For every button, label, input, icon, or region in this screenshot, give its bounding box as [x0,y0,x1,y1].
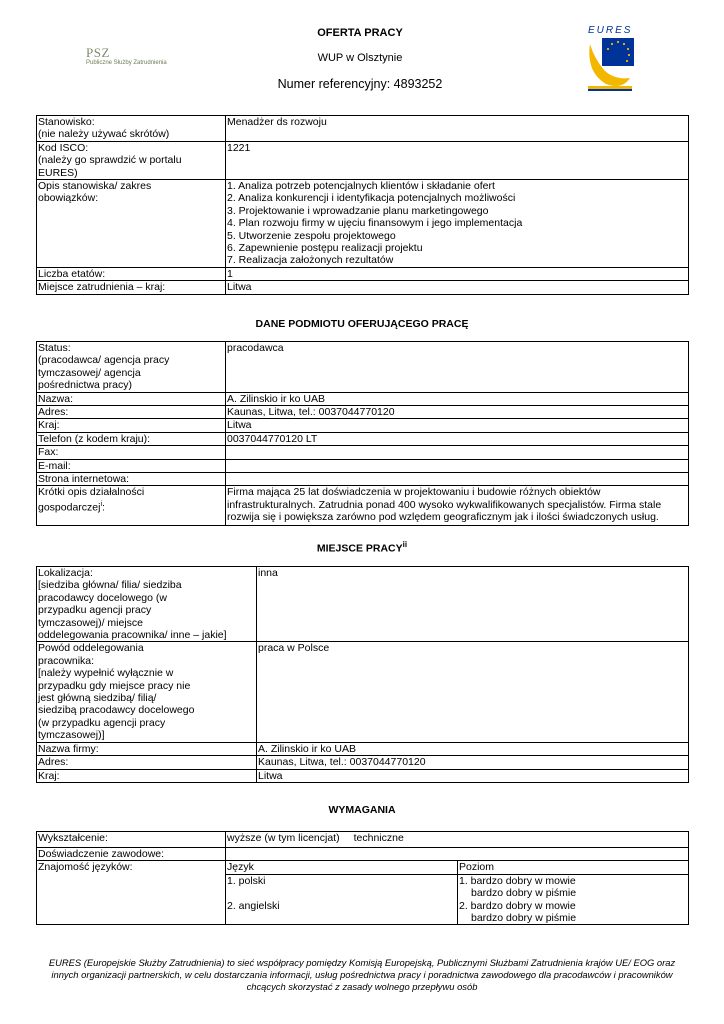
language-name: 1. polski [227,874,266,887]
workplace-section-title [36,540,688,555]
education-value [226,832,689,848]
secondment-reason-label: Powód oddelegowania pracownika: [należy wypełnić wyłącznie w przypadku gdy miejsce pracy nie jest główną siedzibą/ filią/ siedzibą pracodawcy docelowego (w przypadku agencji pracy tymczasowej)] [37,642,257,742]
workplace-address-value: Kaunas, Litwa, tel.: 0037044770120 [257,756,689,769]
table-row [37,446,689,459]
position-value: Menadżer ds rozwoju [226,116,689,142]
education-level: wyższe (w tym licencjat) [227,832,340,844]
workplace-country-value: Litwa [226,281,689,294]
email-value [226,459,689,472]
location-label: Lokalizacja: [siedziba główna/ filia/ siedziba pracodawcy docelowego (w przypadku agencji pracy tymczasowej)/ miejsce oddelegowania pracownika/ inne – jakie] [37,567,257,642]
fax-value [226,446,689,459]
table-row [37,406,689,419]
eures-logo-icon [578,22,638,94]
workplace-country-value: Litwa [257,769,689,782]
languages-list [226,874,458,925]
table-row [37,567,689,642]
education-label: Wykształcenie: [37,832,226,848]
email-label: E-mail: [37,459,226,472]
fax-label: Fax: [37,446,226,459]
country-label: Kraj: [37,419,226,432]
education-field: techniczne [353,832,404,844]
table-row [37,281,689,294]
address-value: Kaunas, Litwa, tel.: 0037044770120 [226,406,689,419]
secondment-reason-value: praca w Polsce [257,642,689,742]
requirements-table [36,831,689,925]
employer-table [36,341,689,526]
table-row [37,116,689,142]
workplace-table [36,566,689,783]
languages-label: Znajomość języków: [37,861,226,925]
offer-table [36,115,689,295]
language-column-header: Język [226,861,458,874]
table-row [37,459,689,472]
table-row [37,756,689,769]
website-label: Strona internetowa: [37,473,226,486]
language-level-writing: bardzo dobry w piśmie [471,887,577,900]
table-row [37,769,689,782]
psz-logo [86,46,196,70]
position-label: Stanowisko: (nie należy używać skrótów) [37,116,226,142]
experience-label: Doświadczenie zawodowe: [37,848,226,861]
levels-list [458,874,689,925]
reference-number: Numer referencyjny: 4893252 [277,77,443,91]
table-row [37,268,689,281]
company-name-value: A. Zilinskio ir ko UAB [257,742,689,755]
table-row [37,861,689,874]
phone-label: Telefon (z kodem kraju): [37,432,226,445]
country-value: Litwa [226,419,689,432]
table-row [37,742,689,755]
table-row [37,486,689,526]
language-level-speaking: 1. bardzo dobry w mowie [459,874,576,887]
job-description-label: Opis stanowiska/ zakres obowiązków: [37,180,226,268]
positions-count-value: 1 [226,268,689,281]
phone-value: 0037044770120 LT [226,432,689,445]
table-row [37,141,689,179]
isco-label: Kod ISCO: (należy go sprawdzić w portalu EURES) [37,141,226,179]
job-description-value: 1. Analiza potrzeb potencjalnych klientów i składanie ofert 2. Analiza konkurencji i identyfikacja potencjalnych możliwości 3. Projektowanie i wprowadzanie planu marketingowego 4. Plan rozwoju firmy w ujęciu finansowym i jego implementacja 5. Utworzenie zespołu projektowego 6. Zapewnienie postępu realizacji projektu 7. Realizacja założonych rezultatów [226,180,689,268]
activity-footnote-marker: i [100,500,103,508]
table-row [37,832,689,848]
employer-section-title: DANE PODMIOTU OFERUJĄCEGO PRACĘ [255,318,469,330]
website-value [226,473,689,486]
requirements-section-title: WYMAGANIA [328,804,396,816]
name-value: A. Zilinskio ir ko UAB [226,392,689,405]
name-label: Nazwa: [37,392,226,405]
table-row [37,419,689,432]
table-row [37,342,689,393]
location-value: inna [257,567,689,642]
footer-note: EURES (Europejskie Służby Zatrudnienia) to sieć współpracy pomiędzy Komisją Europejską, Publicznymi Służbami Zatrudnienia krajów UE/ EOG oraz innych organizacji partnerskich, w celu dostarczania informacji, usług pośrednictwa pracy i poradnictwa zawodowego dla pracodawców i pracowników chcących skorzystać z zasady wolnego przepływu osób [48,957,676,992]
activity-value: Firma mająca 25 lat doświadczenia w projektowaniu i budowie różnych obiektów infrastrukturalnych. Zatrudnia ponad 400 wysoko wykwalifikowanych specjalistów. Firma stale rozwija się i powiększa zarówno pod wzlędem geograficznym jak i ilości świadczonych usług. [226,486,689,526]
address-label: Adres: [37,406,226,419]
language-level-writing: bardzo dobry w piśmie [471,912,577,925]
table-row [37,432,689,445]
language-name: 2. angielski [227,899,280,912]
workplace-section-title-text: MIEJSCE PRACY [316,542,403,555]
experience-value [226,848,689,861]
eures-logo [578,22,638,94]
status-value: pracodawca [226,342,689,393]
table-row [37,848,689,861]
table-row [37,392,689,405]
positions-count-label: Liczba etatów: [37,268,226,281]
status-label: Status: (pracodawca/ agencja pracy tymczasowej/ agencja pośrednictwa pracy) [37,342,226,393]
table-row [37,473,689,486]
table-row [37,642,689,742]
workplace-country-label: Miejsce zatrudnienia – kraj: [37,281,226,294]
table-row [37,180,689,268]
workplace-country-label: Kraj: [37,769,257,782]
level-column-header: Poziom [458,861,689,874]
activity-label-suffix: : [102,501,105,514]
activity-label [37,486,226,526]
eures-logo-text: EURES [588,25,633,36]
workplace-address-label: Adres: [37,756,257,769]
workplace-footnote-marker: ii [402,540,408,549]
office-name: WUP w Olsztynie [317,52,403,64]
company-name-label: Nazwa firmy: [37,742,257,755]
psz-logo-sub: Publiczne Służby Zatrudnienia [86,60,167,66]
offer-title: OFERTA PRACY [317,27,403,39]
psz-logo-main: PSZ [86,45,110,60]
language-level-speaking: 2. bardzo dobry w mowie [459,899,576,912]
isco-value: 1221 [226,141,689,179]
activity-label-text: Krótki opis działalności gospodarczej [38,486,145,514]
